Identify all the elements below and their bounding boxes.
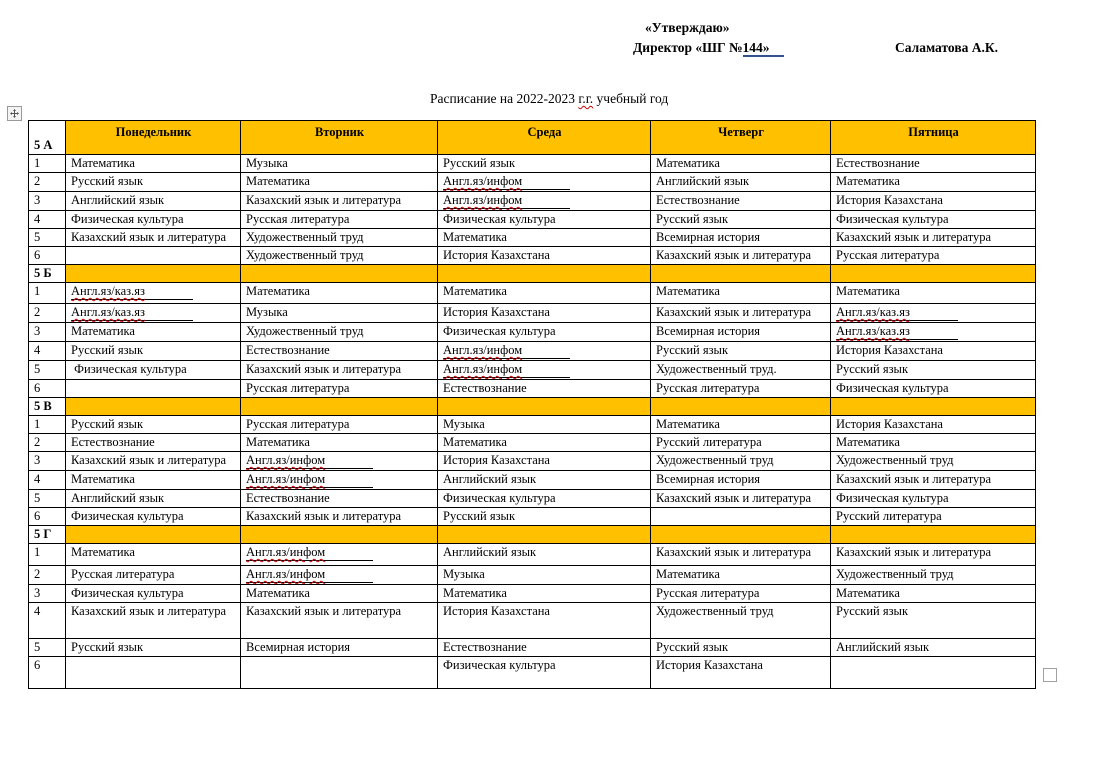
schedule-cell[interactable] [241,471,438,490]
class-label[interactable]: 5 Б [29,265,66,283]
table-row [29,585,1036,603]
lesson-number[interactable]: 3 [29,323,66,342]
schedule-cell[interactable]: Математика [651,155,831,173]
schedule-cell[interactable]: Музыка [241,304,438,323]
schedule-cell[interactable]: Художественный труд [831,452,1036,471]
director-name[interactable]: Саламатова А.К. [895,40,999,55]
schedule-cell[interactable]: Физическая культура [66,508,241,526]
section-divider-cell[interactable] [651,398,831,416]
schedule-cell[interactable]: Математика [438,585,651,603]
schedule-cell[interactable]: Физическая культура [831,380,1036,398]
schedule-cell[interactable] [831,323,1036,342]
table-row [29,229,1036,247]
lesson-number[interactable]: 5 [29,490,66,508]
schedule-cell[interactable]: Математика [66,323,241,342]
schedule-cell[interactable]: История Казахстана [438,247,651,265]
schedule-cell[interactable] [651,508,831,526]
schedule-cell[interactable]: Художественный труд [651,603,831,639]
schedule-cell[interactable]: Естествознание [438,380,651,398]
table-row [29,211,1036,229]
schedule-cell[interactable]: Математика [651,566,831,585]
title-post: учебный год [593,91,669,106]
schedule-cell[interactable]: Математика [241,283,438,304]
underlined-subject [246,472,373,488]
schedule-cell[interactable]: Казахский язык и литература [241,192,438,211]
lesson-number[interactable]: 6 [29,380,66,398]
table-row [29,508,1036,526]
section-header-row [29,265,1036,283]
schedule-cell[interactable]: Русский язык [66,342,241,361]
lesson-number[interactable]: 3 [29,585,66,603]
lesson-number[interactable]: 4 [29,211,66,229]
table-row [29,544,1036,566]
lesson-number[interactable]: 1 [29,155,66,173]
table-row [29,342,1036,361]
schedule-cell[interactable] [66,657,241,689]
schedule-cell[interactable] [241,657,438,689]
lesson-number[interactable]: 2 [29,173,66,192]
schedule-cell[interactable]: Естествознание [241,490,438,508]
section-divider-cell[interactable] [438,526,651,544]
lesson-number[interactable]: 5 [29,229,66,247]
table-row [29,490,1036,508]
schedule-cell[interactable]: Английский язык [651,173,831,192]
schedule-table [28,120,1036,689]
schedule-cell[interactable]: Художественный труд [831,566,1036,585]
schedule-cell[interactable]: Естествознание [66,434,241,452]
section-divider-cell[interactable] [241,526,438,544]
misspelled-subject: Англ.яз/инфом [246,545,326,559]
lesson-number[interactable]: 6 [29,657,66,689]
schedule-cell[interactable]: Математика [241,173,438,192]
section-divider-cell[interactable] [66,398,241,416]
schedule-cell[interactable]: Музыка [438,416,651,434]
underlined-subject [443,362,570,378]
lesson-number[interactable]: 5 [29,361,66,380]
school-number: 144» [743,40,784,57]
schedule-cell[interactable] [831,304,1036,323]
table-row [29,657,1036,689]
day-header[interactable]: Вторник [241,121,438,155]
schedule-cell[interactable]: Математика [651,283,831,304]
schedule-cell[interactable]: Русский язык [66,416,241,434]
schedule-cell[interactable]: Естествознание [651,192,831,211]
schedule-cell[interactable] [831,657,1036,689]
schedule-cell[interactable] [438,173,651,192]
schedule-cell[interactable]: Математика [438,283,651,304]
table-row [29,603,1036,639]
schedule-cell[interactable]: Русский язык [831,603,1036,639]
schedule-cell[interactable]: Физическая культура [66,211,241,229]
schedule-cell[interactable]: Математика [831,283,1036,304]
schedule-cell[interactable]: Всемирная история [651,229,831,247]
schedule-cell[interactable]: Казахский язык и литература [651,304,831,323]
misspelled-subject: Англ.яз/каз.яз [836,324,910,338]
table-row [29,452,1036,471]
schedule-cell[interactable]: Музыка [438,566,651,585]
schedule-cell[interactable]: История Казахстана [438,603,651,639]
schedule-cell[interactable]: Казахский язык и литература [831,544,1036,566]
schedule-cell[interactable]: Математика [66,155,241,173]
schedule-cell[interactable]: Казахский язык и литература [66,452,241,471]
lesson-number[interactable]: 4 [29,471,66,490]
schedule-cell[interactable]: Русская литература [66,566,241,585]
schedule-cell[interactable]: Математика [438,229,651,247]
schedule-cell[interactable]: Казахский язык и литература [241,508,438,526]
misspelled-subject: Англ.яз/инфом [443,174,523,188]
title-pre: Расписание на 2022-2023 [430,91,579,106]
schedule-cell[interactable]: Всемирная история [651,471,831,490]
schedule-cell[interactable]: Английский язык [438,544,651,566]
schedule-cell[interactable]: Русская литература [241,380,438,398]
schedule-cell[interactable]: Физическая культура [831,211,1036,229]
schedule-cell[interactable]: Английский язык [66,490,241,508]
lesson-number[interactable]: 6 [29,508,66,526]
schedule-cell[interactable]: Русский язык [651,639,831,657]
schedule-cell[interactable]: Казахский язык и литература [66,229,241,247]
section-divider-cell[interactable] [438,265,651,283]
misspelled-subject: Англ.яз/инфом [246,472,326,486]
schedule-cell[interactable]: Казахский язык и литература [831,471,1036,490]
underlined-subject [836,305,958,321]
schedule-cell[interactable]: Художественный труд [241,229,438,247]
table-row [29,361,1036,380]
table-row [29,304,1036,323]
lesson-number[interactable]: 4 [29,603,66,639]
schedule-cell[interactable]: История Казахстана [651,657,831,689]
section-header-row [29,121,1036,155]
schedule-cell[interactable]: Математика [651,416,831,434]
schedule-cell[interactable]: Русская литература [241,211,438,229]
misspelled-subject: Англ.яз/инфом [443,193,523,207]
schedule-cell[interactable]: История Казахстана [831,342,1036,361]
day-header[interactable]: Понедельник [66,121,241,155]
schedule-cell[interactable]: Русский литература [651,434,831,452]
schedule-cell[interactable] [66,247,241,265]
table-resize-handle[interactable] [1043,668,1057,682]
schedule-cell[interactable]: Физическая культура [66,585,241,603]
schedule-cell[interactable]: Русский язык [651,211,831,229]
schedule-cell[interactable]: История Казахстана [831,416,1036,434]
underlined-subject [443,343,570,359]
lesson-number[interactable]: 5 [29,639,66,657]
director-prefix: Директор «ШГ № [633,40,743,55]
underlined-subject [443,193,570,209]
schedule-cell[interactable]: Казахский язык и литература [651,544,831,566]
schedule-cell[interactable]: Математика [438,434,651,452]
schedule-cell[interactable]: Казахский язык и литература [651,247,831,265]
approve-label[interactable]: «Утверждаю» [645,20,730,35]
section-divider-cell[interactable] [651,265,831,283]
section-divider-cell[interactable] [831,265,1036,283]
schedule-cell[interactable]: Всемирная история [241,639,438,657]
table-row [29,192,1036,211]
schedule-cell[interactable]: История Казахстана [438,304,651,323]
schedule-cell[interactable]: Математика [831,173,1036,192]
misspelled-subject: Англ.яз/каз.яз [71,284,145,298]
lesson-number[interactable]: 6 [29,247,66,265]
schedule-cell[interactable]: Физическая культура [438,657,651,689]
table-row [29,434,1036,452]
schedule-cell[interactable]: Английский язык [831,639,1036,657]
misspelled-subject: Англ.яз/инфом [443,362,523,376]
schedule-cell[interactable]: Русская литература [651,380,831,398]
table-row [29,471,1036,490]
schedule-cell[interactable]: Русский язык [831,361,1036,380]
section-divider-cell[interactable] [438,398,651,416]
table-move-handle[interactable] [7,106,22,121]
schedule-cell[interactable]: История Казахстана [438,452,651,471]
table-row [29,566,1036,585]
schedule-cell[interactable]: Математика [66,471,241,490]
day-header[interactable]: Четверг [651,121,831,155]
misspelled-subject: Англ.яз/каз.яз [71,305,145,319]
schedule-cell[interactable]: Естествознание [831,155,1036,173]
schedule-cell[interactable]: Физическая культура [66,361,241,380]
schedule-cell[interactable]: Всемирная история [651,323,831,342]
underlined-subject [71,305,193,321]
underlined-subject [71,284,193,300]
lesson-number[interactable]: 2 [29,566,66,585]
title-misspelled-word: г.г. [578,91,594,106]
schedule-cell[interactable] [241,452,438,471]
schedule-cell[interactable]: Математика [831,585,1036,603]
day-header[interactable]: Пятница [831,121,1036,155]
schedule-cell[interactable]: Математика [66,544,241,566]
schedule-cell[interactable]: Физическая культура [438,323,651,342]
class-label[interactable]: 5 В [29,398,66,416]
section-divider-cell[interactable] [831,526,1036,544]
schedule-cell[interactable]: Физическая культура [438,490,651,508]
misspelled-subject: Англ.яз/каз.яз [836,305,910,319]
underlined-subject [836,324,958,340]
schedule-cell[interactable]: Казахский язык и литература [66,603,241,639]
table-row [29,323,1036,342]
director-label[interactable] [633,40,784,56]
table-row [29,380,1036,398]
schedule-cell[interactable]: Казахский язык и литература [651,490,831,508]
table-row [29,155,1036,173]
schedule-cell[interactable]: Художественный труд. [651,361,831,380]
schedule-cell[interactable]: Русская литература [831,247,1036,265]
underlined-subject [246,567,373,583]
schedule-cell[interactable]: Казахский язык и литература [241,361,438,380]
schedule-cell[interactable]: Английский язык [66,192,241,211]
table-row [29,639,1036,657]
underlined-subject [246,545,373,561]
schedule-cell[interactable]: Русский язык [66,173,241,192]
lesson-number[interactable]: 3 [29,192,66,211]
schedule-cell[interactable]: Художественный труд [241,247,438,265]
schedule-cell[interactable] [241,544,438,566]
section-divider-cell[interactable] [66,265,241,283]
schedule-cell[interactable]: Русский язык [438,508,651,526]
lesson-number[interactable]: 4 [29,342,66,361]
schedule-cell[interactable]: Математика [241,585,438,603]
schedule-cell[interactable]: Музыка [241,155,438,173]
lesson-number[interactable]: 2 [29,304,66,323]
lesson-number[interactable]: 3 [29,452,66,471]
schedule-cell[interactable]: Казахский язык и литература [241,603,438,639]
schedule-cell[interactable]: Математика [831,434,1036,452]
table-row [29,283,1036,304]
section-divider-cell[interactable] [651,526,831,544]
underlined-subject [246,453,373,469]
schedule-cell[interactable]: Естествознание [241,342,438,361]
schedule-cell[interactable] [66,283,241,304]
move-arrows-icon [10,109,19,118]
schedule-cell[interactable]: Казахский язык и литература [831,229,1036,247]
schedule-cell[interactable]: Естествознание [438,639,651,657]
document-title[interactable] [430,91,668,107]
table-row [29,173,1036,192]
lesson-number[interactable]: 1 [29,283,66,304]
schedule-cell[interactable]: Английский язык [438,471,651,490]
misspelled-subject: Англ.яз/инфом [443,343,523,357]
schedule-cell[interactable]: Математика [241,434,438,452]
schedule-cell[interactable]: Художественный труд [241,323,438,342]
section-header-row [29,526,1036,544]
section-divider-cell[interactable] [241,265,438,283]
schedule-cell[interactable] [66,380,241,398]
class-label[interactable]: 5 Г [29,526,66,544]
schedule-cell[interactable] [438,192,651,211]
table-row [29,416,1036,434]
lesson-number[interactable]: 1 [29,544,66,566]
schedule-cell[interactable]: Физическая культура [438,211,651,229]
schedule-cell[interactable] [438,342,651,361]
underlined-subject [443,174,570,190]
schedule-cell[interactable]: Художественный труд [651,452,831,471]
day-header[interactable]: Среда [438,121,651,155]
schedule-cell[interactable]: Русский язык [651,342,831,361]
schedule-cell[interactable]: Русская литература [651,585,831,603]
schedule-cell[interactable]: Физическая культура [831,490,1036,508]
lesson-number[interactable]: 2 [29,434,66,452]
section-header-row [29,398,1036,416]
schedule-cell[interactable]: Русский язык [438,155,651,173]
schedule-cell[interactable]: История Казахстана [831,192,1036,211]
misspelled-subject: Англ.яз/инфом [246,453,326,467]
schedule-cell[interactable] [438,361,651,380]
section-divider-cell[interactable] [66,526,241,544]
schedule-cell[interactable]: Русский язык [66,639,241,657]
schedule-cell[interactable] [241,566,438,585]
section-divider-cell[interactable] [831,398,1036,416]
misspelled-subject: Англ.яз/инфом [246,567,326,581]
section-divider-cell[interactable] [241,398,438,416]
schedule-cell[interactable] [66,304,241,323]
table-row [29,247,1036,265]
schedule-cell[interactable]: Русская литература [241,416,438,434]
schedule-cell[interactable]: Русский литература [831,508,1036,526]
class-label[interactable]: 5 А [29,121,66,155]
lesson-number[interactable]: 1 [29,416,66,434]
